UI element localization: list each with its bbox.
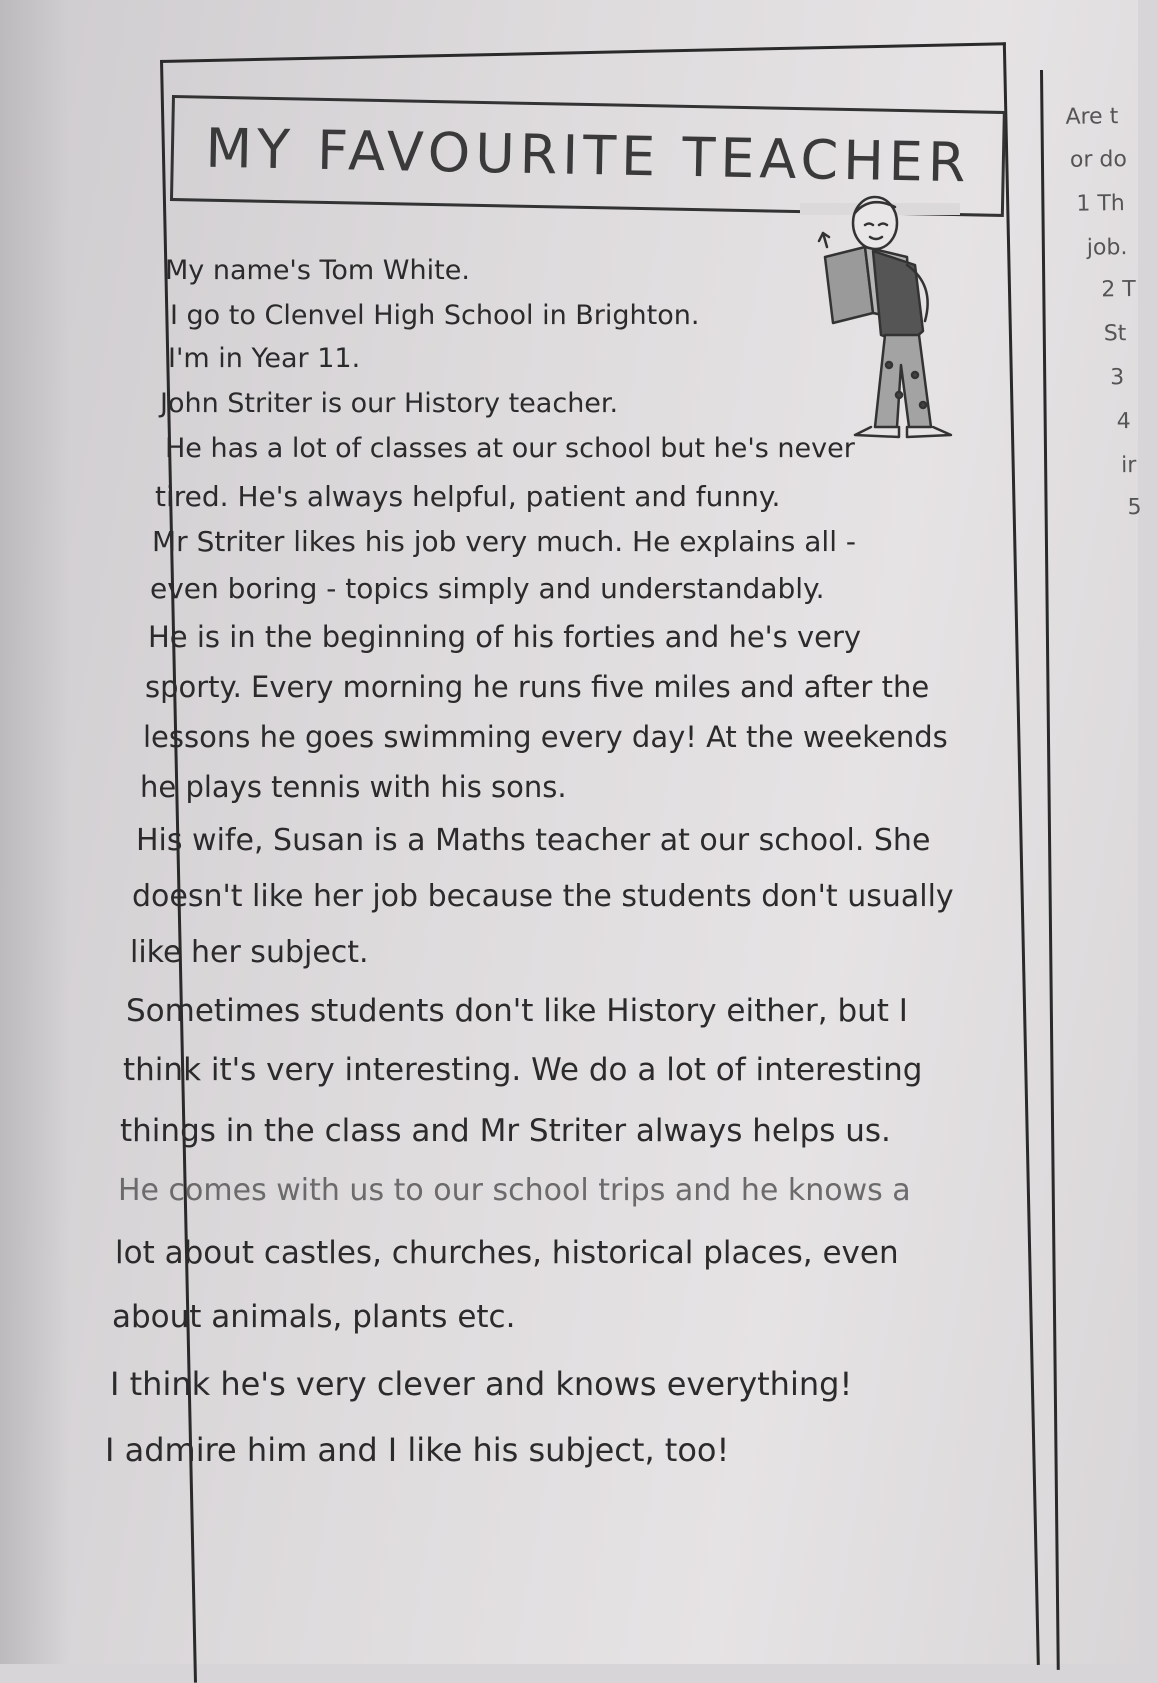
story-line: think it's very interesting. We do a lot of interesting bbox=[123, 1052, 923, 1088]
story-line: about animals, plants etc. bbox=[112, 1299, 516, 1335]
side-text: 3 bbox=[1110, 365, 1125, 391]
story-line: doesn't like her job because the students don't usually bbox=[132, 879, 954, 914]
story-line: like her subject. bbox=[130, 935, 369, 970]
side-text: job. bbox=[1086, 235, 1128, 261]
worksheet-title: MY FAVOURITE TEACHER bbox=[204, 116, 972, 195]
next-exercise-column bbox=[1040, 69, 1158, 1670]
side-text: ir bbox=[1121, 453, 1137, 479]
side-text: 1 Th bbox=[1076, 191, 1125, 217]
story-line: lot about castles, churches, historical places, even bbox=[115, 1235, 899, 1271]
story-line: tired. He's always helpful, patient and funny. bbox=[155, 480, 781, 513]
story-line: sporty. Every morning he runs five miles and after the bbox=[145, 670, 930, 704]
story-line: His wife, Susan is a Maths teacher at our school. She bbox=[136, 823, 931, 858]
story-line: He comes with us to our school trips and he knows a bbox=[118, 1173, 911, 1208]
side-text: 4 bbox=[1116, 409, 1131, 435]
story-line: I go to Clenvel High School in Brighton. bbox=[170, 300, 700, 331]
side-text: St bbox=[1103, 321, 1127, 347]
story-line: He is in the beginning of his forties and he's very bbox=[148, 620, 862, 654]
side-text: 2 T bbox=[1101, 277, 1136, 303]
story-line: lessons he goes swimming every day! At the weekends bbox=[143, 720, 948, 754]
side-text: 5 bbox=[1127, 494, 1142, 521]
side-text: Are t bbox=[1065, 104, 1119, 130]
story-line: John Striter is our History teacher. bbox=[160, 388, 619, 419]
page-shadow bbox=[0, 0, 70, 1664]
story-line: I think he's very clever and knows everything! bbox=[110, 1365, 853, 1403]
story-line: Mr Striter likes his job very much. He explains all - bbox=[152, 525, 856, 558]
story-line: Sometimes students don't like History either, but I bbox=[126, 993, 908, 1029]
story-line: I'm in Year 11. bbox=[168, 343, 361, 374]
boy-reading-illustration bbox=[815, 195, 975, 445]
story-line: I admire him and I like his subject, too! bbox=[105, 1431, 730, 1469]
story-line: He has a lot of classes at our school but he's never bbox=[165, 433, 855, 464]
side-text: or do bbox=[1069, 147, 1128, 173]
story-line: My name's Tom White. bbox=[165, 255, 470, 286]
story-line: he plays tennis with his sons. bbox=[140, 770, 567, 804]
story-line: things in the class and Mr Striter always helps us. bbox=[120, 1113, 891, 1149]
story-line: even boring - topics simply and understandably. bbox=[150, 572, 825, 605]
